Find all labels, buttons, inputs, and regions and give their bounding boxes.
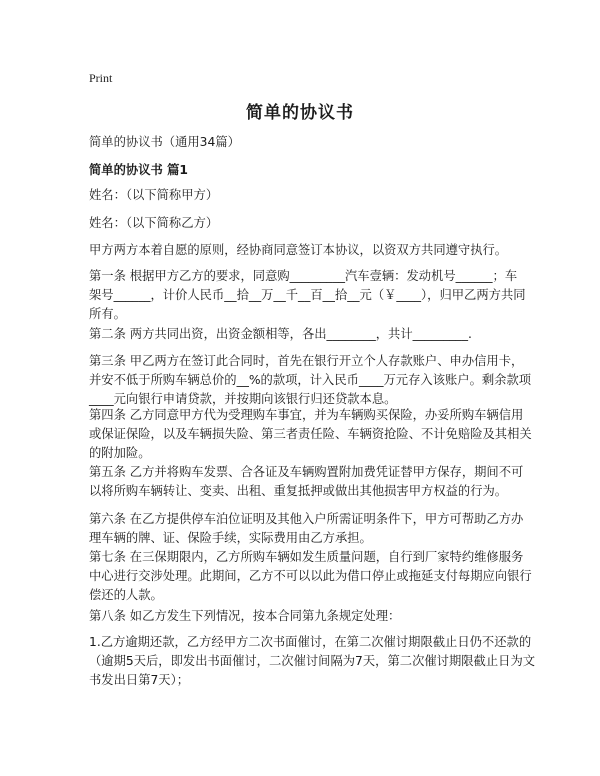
print-link[interactable]: Print xyxy=(89,71,113,85)
article-5 xyxy=(89,463,524,501)
clause-1-line: 书发出日第7天）； xyxy=(89,673,190,687)
article-4 xyxy=(89,406,532,463)
article-4-line: 或保证保险，以及车辆损失险、第三者责任险、车辆资抢险、不计免赔险及其相关 xyxy=(89,427,532,441)
clause-1 xyxy=(89,633,536,690)
article-7-line: 第七条 在三保期限内，乙方所购车辆如发生质量问题，自行到厂家特约维修服务 xyxy=(89,550,524,564)
article-3-line: 并安不低于所购车辆总价的__%的款项，计入民币____万元存入该账户。剩余款项 xyxy=(89,373,532,387)
article-5-line: 以将所购车辆转让、变卖、出租、重复抵押或做出其他损害甲方权益的行为。 xyxy=(89,484,508,498)
article-2: 第二条 两方共同出资，出资金额相等，各出________，共计_________. xyxy=(89,327,472,341)
article-7 xyxy=(89,548,532,605)
article-1-line: 所有。 xyxy=(89,307,126,321)
article-7-line: 偿还的人款。 xyxy=(89,588,163,602)
clause-1-line: 1.乙方逾期还款，乙方经甲方二次书面催讨，在第二次催讨期限截止日仍不还款的 xyxy=(89,635,532,649)
article-4-line: 第四条 乙方同意甲方代为受理购车事宜，并为车辆购买保险，办妥所购车辆信用 xyxy=(89,408,524,422)
party-a-line: 姓名：（以下简称甲方） xyxy=(89,188,219,202)
page-title: 简单的协议书 xyxy=(246,103,354,123)
document-subtitle: 简单的协议书（通用34篇） xyxy=(89,135,240,149)
section-heading: 简单的协议书 篇1 xyxy=(89,163,188,177)
clause-1-line: （逾期5天后，即发出书面催讨，二次催讨间隔为7天，第二次催讨期限截止日为文 xyxy=(89,654,536,668)
article-3-line: ____元向银行申请贷款，并按期向该银行归还贷款本息。 xyxy=(89,392,397,406)
article-3 xyxy=(89,352,532,409)
article-6-line: 理车辆的牌、证、保险手续，实际费用由乙方承担。 xyxy=(89,531,372,545)
article-1-line: 架号______，计价人民币__拾__万__千__百__拾__元（￥____），归甲乙两方共同 xyxy=(89,288,526,302)
article-7-line: 中心进行交涉处理。此期间，乙方不可以以此为借口停止或拖延支付每期应向银行 xyxy=(89,569,532,583)
article-6-line: 第六条 在乙方提供停车泊位证明及其他入户所需证明条件下，甲方可帮助乙方办 xyxy=(89,512,524,526)
article-1 xyxy=(89,267,526,324)
article-4-line: 的附加险。 xyxy=(89,446,151,460)
article-3-line: 第三条 甲乙两方在签订此合同时，首先在银行开立个人存款账户、申办信用卡， xyxy=(89,354,524,368)
intro-paragraph: 甲方两方本着自愿的原则，经协商同意签订本协议，以资双方共同遵守执行。 xyxy=(89,243,508,257)
article-8: 第八条 如乙方发生下列情况，按本合同第九条规定处理： xyxy=(89,609,401,623)
article-6 xyxy=(89,510,524,548)
party-b-line: 姓名：（以下简称乙方） xyxy=(89,216,219,230)
article-5-line: 第五条 乙方并将购车发票、合各证及车辆购置附加费凭证替甲方保存，期间不可 xyxy=(89,465,524,479)
article-1-line: 第一条 根据甲方乙方的要求，同意购_________汽车壹辆：发动机号______；车 xyxy=(89,269,518,283)
